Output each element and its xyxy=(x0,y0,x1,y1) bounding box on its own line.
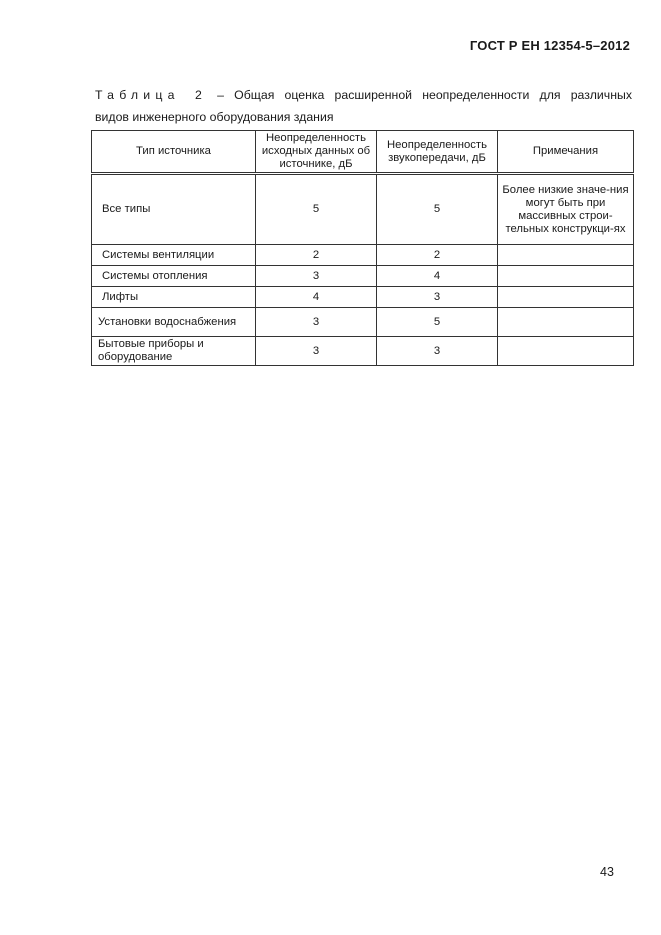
col-header-notes: Примечания xyxy=(498,131,634,174)
table-caption xyxy=(95,84,632,128)
cell-type: Бытовые приборы и оборудование xyxy=(92,337,256,366)
page-number: 43 xyxy=(600,865,614,879)
cell-notes xyxy=(498,266,634,287)
cell-transmission-uncertainty: 3 xyxy=(377,337,498,366)
document-code: ГОСТ Р ЕН 12354-5–2012 xyxy=(469,38,630,53)
table-header-row xyxy=(92,131,634,174)
cell-source-uncertainty: 3 xyxy=(256,337,377,366)
table-row xyxy=(92,337,634,366)
table-label: Таблица 2 xyxy=(95,88,207,102)
cell-type: Установки водоснабжения xyxy=(92,308,256,337)
cell-source-uncertainty: 5 xyxy=(256,174,377,245)
cell-transmission-uncertainty: 4 xyxy=(377,266,498,287)
table-row xyxy=(92,174,634,245)
cell-type: Лифты xyxy=(92,287,256,308)
caption-text-line2: видов инженерного оборудования здания xyxy=(95,110,334,124)
caption-text-line1: – Общая оценка расширенной неопределенности для различных xyxy=(217,88,632,102)
cell-source-uncertainty: 3 xyxy=(256,266,377,287)
table-row xyxy=(92,308,634,337)
cell-type: Все типы xyxy=(92,174,256,245)
cell-source-uncertainty: 2 xyxy=(256,245,377,266)
table-row xyxy=(92,245,634,266)
cell-type: Системы вентиляции xyxy=(92,245,256,266)
cell-source-uncertainty: 3 xyxy=(256,308,377,337)
cell-notes xyxy=(498,308,634,337)
uncertainty-table xyxy=(91,130,634,366)
table-row xyxy=(92,287,634,308)
cell-notes xyxy=(498,287,634,308)
cell-notes xyxy=(498,245,634,266)
cell-transmission-uncertainty: 3 xyxy=(377,287,498,308)
cell-notes: Более низкие значе-ния могут быть при массивных строи-тельных конструкци-ях xyxy=(498,174,634,245)
col-header-source-uncertainty: Неопределенность исходных данных об источнике, дБ xyxy=(256,131,377,174)
cell-transmission-uncertainty: 5 xyxy=(377,308,498,337)
cell-type: Системы отопления xyxy=(92,266,256,287)
table-row xyxy=(92,266,634,287)
cell-transmission-uncertainty: 2 xyxy=(377,245,498,266)
cell-source-uncertainty: 4 xyxy=(256,287,377,308)
col-header-transmission-uncertainty: Неопределенность звукопередачи, дБ xyxy=(377,131,498,174)
col-header-source-type: Тип источника xyxy=(92,131,256,174)
cell-notes xyxy=(498,337,634,366)
cell-transmission-uncertainty: 5 xyxy=(377,174,498,245)
